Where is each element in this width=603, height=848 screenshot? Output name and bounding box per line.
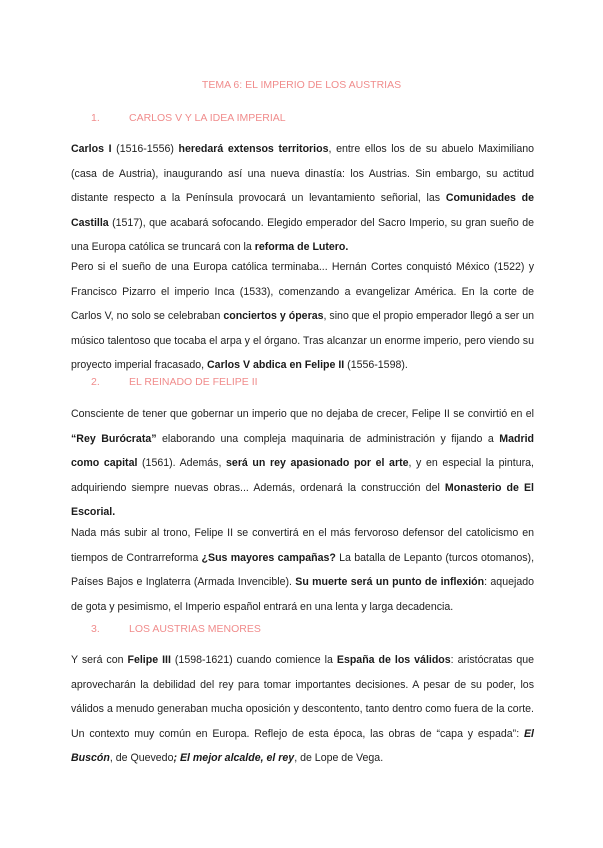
paragraph-austrias-menores: Y será con Felipe III (1598-1621) cuando comience la España de los válidos: aristócratas que aprovecharán la debilidad del rey para tomar importantes decisiones. A pesar de su poder, los válidos a menudo generaban mucha oposición y descontento, tanto dentro como fuera de la corte. Un contexto muy común en Europa. Reflejo de esta época, las obras de “capa y espada”: El Buscón, de Quevedo; El mejor alcalde, el rey, de Lope de Vega.	[71, 654, 534, 765]
bold-text: “Rey Burócrata”	[71, 432, 157, 445]
bold-text: conciertos y óperas	[223, 310, 324, 323]
bold-text: España de los válidos	[336, 654, 451, 666]
bold-text: Felipe III	[127, 654, 171, 666]
paragraph-carlos-i: Carlos I (1516-1556) heredará extensos territorios, entre ellos los de su abuelo Maximiliano (casa de Austria), inaugurando así una nueva dinastía: los Austrias. Sin embargo, su actitud distante respecto a la Península provocará un levantamiento señorial, las Comunidades de Castilla (1517), que acabará sofocando. Elegido emperador del Sacro Imperio, su gran sueño de una Europa católica se truncará con la reforma de Lutero.	[71, 143, 535, 254]
italic-title: El Buscón	[71, 727, 534, 765]
bold-text: Madrid como capital	[71, 432, 534, 470]
bold-text: Monasterio de El Escorial.	[71, 481, 534, 519]
section-heading-3	[71, 623, 261, 635]
section-heading-2	[71, 376, 258, 388]
bold-text: Su muerte será un punto de inflexión	[295, 576, 485, 589]
document-title: TEMA 6: EL IMPERIO DE LOS AUSTRIAS	[201, 79, 402, 91]
section-heading-1	[71, 112, 286, 124]
section-title: EL REINADO DE FELIPE II	[129, 376, 258, 388]
section-title: LOS AUSTRIAS MENORES	[129, 623, 261, 635]
paragraph-america: Pero si el sueño de una Europa católica terminaba... Hernán Cortes conquistó México (1522) y Francisco Pizarro el imperio Inca (1533), comenzando a evangelizar América. En la corte de Carlos V, no solo se celebraban conciertos y óperas, sino que el propio emperador llegó a ser un músico talentoso que tocaba el arpa y el órgano. Tras alcanzar un enorme imperio, pero viendo su proyecto imperial fracasado, Carlos V abdica en Felipe II (1556-1598).	[71, 261, 534, 372]
bold-text: Carlos V abdica en Felipe II	[207, 359, 345, 372]
section-number: 1.	[91, 112, 100, 124]
bold-text: ¿Sus mayores campañas?	[201, 551, 336, 564]
paragraph-felipe-ii: Consciente de tener que gobernar un imperio que no dejaba de crecer, Felipe II se convirtió en el “Rey Burócrata” elaborando una compleja maquinaria de administración y fijando a Madrid como capital (1561). Además, será un rey apasionado por el arte, y en especial la pintura, adquiriendo siempre nuevas obras... Además, ordenará la construcción del Monasterio de El Escorial.	[71, 408, 534, 519]
italic-title: , el rey	[260, 752, 295, 765]
section-number: 3.	[91, 623, 100, 635]
bold-text: Carlos I	[71, 143, 112, 155]
bold-text: reforma de Lutero.	[254, 241, 349, 254]
section-title: CARLOS V Y LA IDEA IMPERIAL	[129, 112, 286, 124]
bold-text: Comunidades de Castilla	[71, 192, 534, 229]
paragraph-contrarreforma: Nada más subir al trono, Felipe II se convertirá en el más fervoroso defensor del catolicismo en tiempos de Contrarreforma ¿Sus mayores campañas? La batalla de Lepanto (turcos otomanos), Países Bajos e Inglaterra (Armada Invencible). Su muerte será un punto de inflexión: aquejado de gota y pesimismo, el Imperio español entrará en una lenta y larga decadencia.	[71, 527, 535, 613]
bold-text: heredará extensos territorios	[178, 143, 329, 155]
italic-title: ; El mejor alcalde	[173, 752, 261, 765]
bold-text: será un rey apasionado por el arte	[226, 457, 409, 470]
section-number: 2.	[91, 376, 100, 388]
